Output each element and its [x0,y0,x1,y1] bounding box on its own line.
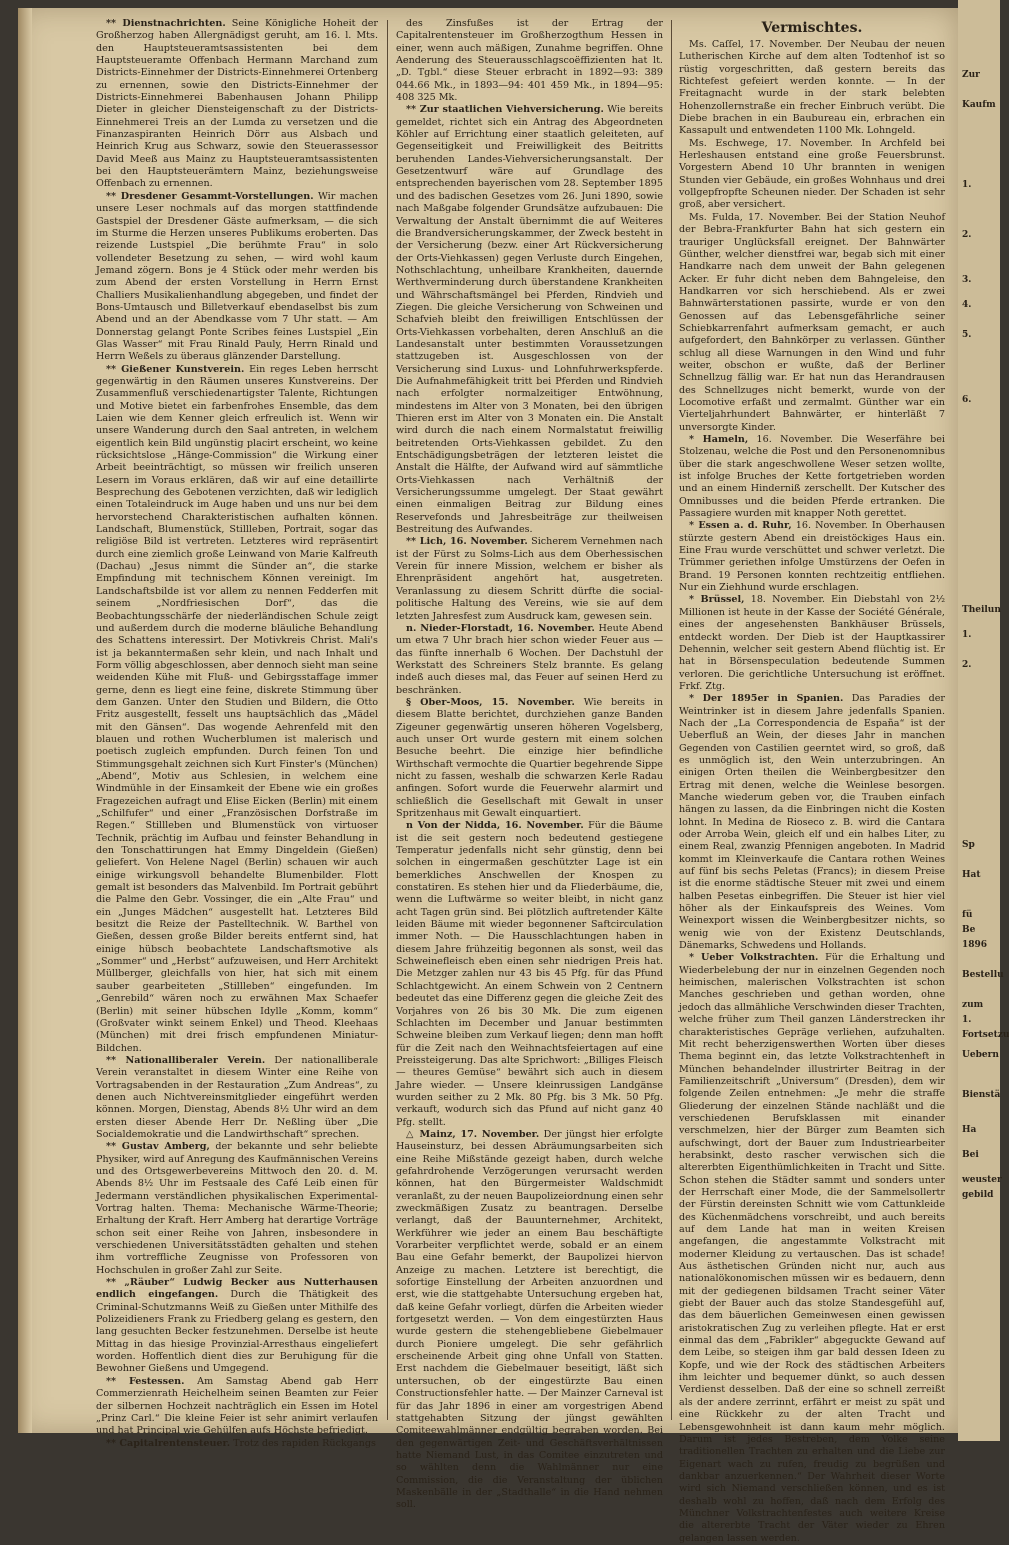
article-text: 16. November. Die Weserfähre bei Stolzenau, welche die Post und den Personenomnibus über die stark angeschwollene Weser setzen wollte, ist infolge Bruches der Kette fortgetrieben worden und an einem Hinderniß zerschellt. Der Kutscher des Omnibusses und die beiden Pferde ertranken. Die Passagiere wurden mit knapper Noth gerettet. [679,434,945,520]
next-page-fragment: Zur [962,70,980,80]
article-paragraph [96,18,378,191]
article-paragraph [679,520,945,594]
article-text: Ms. Fulda, 17. November. Bei der Station Neuhof der Bebra-Frankfurter Bahn hat sich gestern ein trauriger Unglücksfall ereignet. Der Bahnwärter Günther, welcher dienstfrei war, begab sich mit einer Handkarre nach dem unweit der Bahn gelegenen Acker. Er fuhr dicht neben dem Bahngeleise, den Handkarren vor sich herschiebend. Als er zwei Bahnwärterstationen passirte, wurde er von den Genossen auf das Lebensgefährliche seiner Schiebkarrenfahrt aufmerksam gemacht, er auch aufgefordert, den Bahnkörper zu verlassen. Günther schlug all diese Warnungen in den Wind und fuhr weiter, obschon er wußte, daß der Berliner Schnellzug fällig war. Er hat nun das Herandrausen des Schnellzuges nicht bemerkt, wurde von der Locomotive erfaßt und zermalmt. Günther war ein Vierteljahrhundert Bahnwärter, er hinterläßt 7 unversorgte Kinder. [679,211,945,433]
article-text: Am Samstag Abend gab Herr Commerzienrath Heichelheim seinen Beamten zur Feier der silbernen Hochzeit nachträglich ein Essen im Hotel „Prinz Carl.“ Die kleine Feier ist sehr animirt verlaufen und hat Principal wie Gehülfen aufs Höchste befriedigt. [96,1375,378,1437]
article-paragraph [96,191,378,364]
article-text: 18. November. Ein Diebstahl von 2½ Millionen ist heute in der Kasse der Société Générale, eines der angesehensten Bankhäuser Brüssels, entdeckt worden. Der Dieb ist der Hauptkassirer Dehennin, welcher seit gestern Abend flüchtig ist. Er hat in Börsenspeculation bedeutende Summen verloren. Die gerichtliche Untersuchung ist eröffnet. Frkf. Ztg. [679,594,945,692]
next-page-fragment: 2. [962,660,972,670]
article-text: Ein reges Leben herrscht gegenwärtig in den Räumen unseres Kunstvereins. Der Zusammenfluß verschiedenartigster Talente, Richtungen und Motive bietet ein farbenfrohes Ensemble, das dem Laien wie dem Kenner gleich erfreulich ist. Wenn wir unsere Wanderung durch den Saal antreten, in welchem eigentlich kein Bild ungünstig placirt erscheint, wo keine rücksichtslose „Hänge-Commission“ die Wirkung einer Arbeit beeinträchtigt, so müssen wir freilich unseren Lesern im Voraus erklären, daß wir auf eine detaillirte Besprechung des Gebotenen verzichten, daß wir lediglich einen Totaleindruck im Auge haben und uns nur bei dem hervorstechend Charakteristischen aufhalten können. Landschaft, Blumenstück, Stillleben, Portrait, sogar das religiöse Bild ist vertreten. Letzteres wird repräsentirt durch eine ziemlich große Leinwand von Marie Kalfreuth (Dachau) „Jesus nimmt die Sünder an“, die starke Empfindung mit technischem Können vereinigt. Im Landschaftsbilde ist vor allem zu nennen Fedderfen mit seinem „Nordfriesischen Dorf“, das die Beobachtungsschärfe der niederländischen Schule zeigt und außerdem durch die moderne bläuliche Behandlung des Schattens interessirt. Der Motivkreis Christ. Mali's ist ja bekanntermaßen sehr klein, und nach Inhalt und Form völlig abgeschlossen, aber dennoch sieht man seine weidenden Kühe mit Fluß- und Gebirgsstaffage immer gerne, denn es liegt eine feine, diskrete Stimmung über dem Ganzen. Unter den Studien und Bildern, die Otto Fritz ausgestellt, fesselt uns hauptsächlich das „Mädel mit den Gänsen“. Das wogende Aehrenfeld mit den blauen und rothen Wucherblumen ist malerisch und poetisch zugleich empfunden. Durch feinen Ton und Stimmungsgehalt zeichnen sich Kurt Finster's (München) „Abend“, Motiv aus Schlesien, in welchem eine Windmühle in der Einsamkeit der Ebene wie ein großes Fragezeichen aufragt und Elise Eicken (Berlin) mit einem „Schilfufer“ und einer „Französischen Dorfstraße im Regen.“ Stillleben und Blumenstück von virtuoser Technik, prächtig im Aufbau und feinster Behandlung in den Tonschattirungen hat Emmy Dingeldein (Gießen) geliefert. Von Helene Nagel (Berlin) schauen wir auch einige wirkungsvoll behandelte Blumenbilder. Flott gemalt ist besonders das Malvenbild. Im Portrait gebührt die Palme den Gebr. Vossinger, die ein „Alte Frau“ und ein „Junges Mädchen“ ausgestellt hat. Letzteres Bild besitzt die Reize der Pastelltechnik. W. Barthel von Gießen, dessen große Bilder bereits entfernt sind, hat einige hübsch beobachtete Landschaftsmotive als „Sommer“ und „Herbst“ aufzuweisen, und Herr Architekt Müllberger, gleichfalls von hier, hat sich mit einem sauber gearbeiteten „Stillleben“ eingefunden. Im „Genrebild“ wären noch zu erwähnen Max Schaefer (Berlin) mit seiner hübschen Idylle „Komm, komm“ (Großvater winkt seinem Enkel) und Theod. Kleehaas (München) mit drei frisch empfundenen Miniatur-Bildchen. [96,363,379,1054]
article-title: § Ober-Moos, 15. November. [406,696,575,708]
article-paragraph [96,1055,378,1141]
article-text: Seine Königliche Hoheit der Großherzog haben Allergnädigst geruht, am 16. l. Mts. den Hauptsteueramtsassistenten bei dem Hauptsteueramte Offenbach Hermann Marchand zum Districts-Einnehmer der Districts-Einnehmerei Ortenberg zu ernennen, sowie den Districts-Einnehmer der Districts-Einnehmerei Babenhausen Johann Philipp Dieter in gleicher Diensteigenschaft zu der Districts-Einnehmerei Treis an der Lumda zu versetzen und die Finanzaspiranten Heinrich Dörr aus Alsbach und Heinrich Krug aus Schwarz, sowie den Steuerassessor David Meeß aus Mainz zu Hauptsteueramtsassistenten bei den Hauptsteuerämtern Mainz, beziehungsweise Offenbach zu ernennen. [96,18,378,190]
article-paragraph [396,1129,663,1512]
article-text: Für die Erhaltung und Wiederbelebung der nur in einzelnen Gegenden noch heimischen, malerischen Volkstrachten ist schon Manches geschrieben und gethan worden, ohne jedoch das allmähliche Verschwinden dieser Trachten, welche früher zum Theil ganzen Länderstrecken ihr charakteristisches Gepräge verliehen, aufzuhalten. Mit recht beherzigenswerthen Worten über dieses Thema beginnt ein, das letzte Volkstrachtenheft in München behandelnder illustrirter Beitrag in der Familienzeitschrift „Universum“ (Dresden), dem wir folgende Zeilen entnehmen: „Je mehr die straffe Gliederung der einzelnen Stände nachläßt und die verschiedenen Berufsklassen mit einander verschmelzen, hier der Bürger zum Beamten sich aufschwingt, dort der Bauer zum Industriearbeiter herabsinkt, desto rascher verwischen sich die altererbten Eigenthümlichkeiten in Tracht und Sitte. Schon stehen die Städter sammt und sonders unter der Herrschaft einer Mode, die der Sammelsollertr der Fürstin dereinsten Schnitt wie vom Cattunkleide des Küchenmädchens vorschreibt, und auch bereits auf dem Lande hat man in weiten Kreisen angefangen, die angestammte Volkstracht mit moderner Kleidung zu vertauschen. Das ist schade! Aus ästhetischen Gründen nicht nur, auch aus nationalökonomischen müssen wir es bedauern, denn mit der gediegenen bildsamen Tracht seiner Väter giebt der Bauer auch das stolze Standesgefühl auf, das dem bäuerlichen Gemeinwesen einen gewissen aristokratischen Zug zu verleihen pflegte. Hat er erst einmal das dem „Fabrikler“ abgeguckte Gewand auf dem Leibe, so steigen ihm gar bald dessen Ideen zu Kopfe, und wie der Rock des städtischen Arbeiters ihm leichter und bequemer dünkt, so auch dessen Verdienst desselben. Daß der eine so schnell zerreißt als der andere zerrinnt, erfährt er meist zu spät und eine Rückkehr zu der alten Tracht und Lebensgewohnheit ist dann kaum mehr möglich. Darum ist jedes Bestreben, dem Volke seine traditionellen Trachten zu erhalten und die Liebe zur Eigenart wach zu rufen, freudig zu begrüßen und dankbar anzuerkennen.“ Der Wahrheit dieser Worte wird sich Niemand verschließen können, und es ist deshalb wohl zu hoffen, daß nach dem Erfolg des Münchner Volkstrachtenfestes auch weitere Kreise die altererbte Tracht der Väter wieder zu Ehren gelangen lassen werden. [679,952,945,1544]
next-page-fragment: 1896 [962,940,988,950]
article-title: * Brüssel, [689,594,745,606]
next-page-fragment: 6. [962,395,972,405]
next-page-fragment: Bienstä [962,1090,1001,1100]
article-text: Der jüngst hier erfolgte Hauseinsturz, bei dessen Abräumungsarbeiten sich eine Reihe Mißstände gezeigt haben, durch welche gefahrdrohende Verzögerungen verursacht werden können, hat den Bürgermeister Waldschmidt veranlaßt, zu der neuen Baupolizeiordnung einen sehr zweckmäßigen Zusatz zu beantragen. Derselbe verlangt, daß der Bauunternehmer, Architekt, Werkführer wie jeder an einem Bau beschäftigte Vorarbeiter verpflichtet werde, sobald er an einem Bau eine Gefahr bemerkt, der Baupolizei hiervon Anzeige zu machen. Letztere ist berechtigt, die sofortige Einstellung der Arbeiten anzuordnen und erst, wie die stattgehabte Untersuchung ergeben hat, daß keine Gefahr vorliegt, dürfen die Arbeiten wieder fortgesetzt werden. — Von dem eingestürzten Haus wurde gestern die stehengebliebene Giebelmauer durch Pioniere umgelegt. Die sehr gefährlich erscheinende Arbeit ging ohne Unfall von Statten. Erst nachdem die Giebelmauer beseitigt, läßt sich untersuchen, ob der eingestürzte Bau einen Constructionsfehler hatte. — Der Mainzer Carneval ist für das Jahr 1896 in einer am vorgestrigen Abend stattgehabten Sitzung der jüngst gewählten Comiteewahlmänner endgültig begraben worden. Bei den gegenwärtigen Zeit- und Geschäftsverhältnissen hatte Niemand Lust, in das Comitee einzutreten und so wählten denn die Wahlmänner nur eine Commission, die die Veranstaltung der üblichen Maskenbälle in der „Stadthalle“ in die Hand nehmen soll. [396,1128,663,1511]
section-heading-vermischtes: Vermischtes. [761,20,863,36]
page-gutter-shadow [18,8,32,1433]
article-title: ** Lich, 16. November. [406,536,528,548]
next-page-edge [958,0,1009,1441]
next-page-fragment: Ha [962,1125,977,1135]
article-title: △ Mainz, 17. November. [406,1128,540,1140]
article-paragraph [96,1141,378,1277]
article-title: * Essen a. d. Ruhr, [689,520,792,532]
newspaper-page [18,8,958,1544]
article-text: Wie bereits in diesem Blatte berichtet, durchziehen ganze Banden Zigeuner gegenwärtig unseren höheren Vogelsberg, auch unser Ort wurde gestern mit einem solchen Besuche beehrt. Die einzige hier befindliche Wirthschaft vermochte die Quartier begehrende Sippe nicht zu fassen, weshalb die schwarzen Kerle Radau anfingen. Sofort wurde die Feuerwehr alarmirt und schließlich die Gesellschaft mit Gewalt in unser Spritzenhaus mit Gewalt einquartiert. [396,696,664,819]
article-text: Der nationalliberale Verein veranstaltet in diesem Winter eine Reihe von Vortragsabenden in der Restauration „Zum Andreas“, zu denen auch Nichtvereinsmitglieder eingeführt werden können. Morgen, Dienstag, Abends 8½ Uhr wird an dem ersten dieser Abende Herr Dr. Neßling über „Die Socialdemokratie und die Landwirthschaft“ sprechen. [96,1054,378,1140]
article-title: * Der 1895er in Spanien. [689,693,844,705]
article-paragraph [679,952,945,1545]
next-page-fragment: Hat [962,870,981,880]
article-title: n Von der Nidda, 16. November. [406,820,584,832]
article-paragraph [96,1277,378,1376]
next-page-fragment: Sp [962,840,975,850]
next-page-fragment: 1. [962,630,972,640]
article-text: 16. November. In Oberhausen stürzte gestern Abend ein dreistöckiges Haus ein. Eine Frau wurde verschüttet und schwer verletzt. Die Trümmer geriethen infolge Umstürzens der Oefen in Brand. 19 Personen konnten rechtzeitig entfliehen. Nur ein Ziehhund wurde erschlagen. [679,520,945,594]
next-page-fragment: 2. [962,230,972,240]
column-rule-2 [671,20,672,1420]
article-title: ** „Räuber“ Ludwig Becker aus Nutterhausen endlich eingefangen. [96,1277,378,1301]
article-paragraph [396,697,663,820]
next-page-fragment: Theilun [962,605,1001,615]
article-text: Wir machen unsere Leser nochmals auf das morgen stattfindende Gastspiel der Dresdener Gäste aufmerksam, — die sich im Sturme die Herzen unseres Publikums eroberten. Das reizende Lustspiel „Die berühmte Frau“ in solo vollendeter Besetzung zu sehen, — wird wohl kaum Jemand zögern. Bons je 4 Stück oder mehr werden bis zum Abend der ersten Vorstellung in Herrn Ernst Challiers Musikalienhandlung abgegeben, und findet der Bons-Umtausch und Billetverkauf ebendaselbst bis zum Abend und an der Abendkasse vom 7 Uhr statt. — Am Donnerstag gelangt Ponte Scribes feines Lustspiel „Ein Glas Wasser“ mit Frau Rinald Pauly, Herrn Rinald und Herrn Weßels zu überaus glänzender Darstellung. [96,190,378,363]
article-title: ** Nationalliberaler Verein. [106,1054,266,1066]
article-text: Trotz des rapiden Rückgangs [233,1437,376,1449]
article-text: Wie bereits gemeldet, richtet sich ein Antrag des Abgeordneten Köhler auf Errichtung einer staatlich geleiteten, auf Gegenseitigkeit und Freiwilligkeit des Beitritts beruhenden Landes-Viehversicherungsanstalt. Der Gesetzentwurf wäre auf Grundlage des entsprechenden bayerischen vom 28. September 1895 und des badischen Gesetzes vom 26. Juni 1890, sowie nach Maßgabe folgender Grundsätze aufzubauen: Die Verwaltung der Anstalt übernimmt die auf Weiteres die Brandversicherungskammer, der Zweck besteht in der Versicherung (bezw. einer Art Rückversicherung der Orts-Viehkassen) gegen Verluste durch Eingehen, Nothschlachtung, unheilbare Krankheiten, dauernde Werthverminderung durch überstandene Krankheiten und Währschaftsmängel bei Pferden, Rindvieh und Ziegen. Die gleiche Versicherung von Schweinen und Schafvieh bleibt den freiwilligen Entschlüssen der Orts-Viehkassen vorbehalten, deren Anschluß an die Landesanstalt unter bestimmten Voraussetzungen stattzugeben ist. Ausgeschlossen von der Versicherung sind Luxus- und Lohnfuhrwerkspferde. Die Aufnahmefähigkeit tritt bei Pferden und Rindvieh nach erfolgter normalzeitiger Entwöhnung, mindestens im Alter von 3 Monaten, bei den übrigen Thieren erst im Alter von 3 Monaten ein. Die Anstalt wird durch die nach einem Normalstatut freiwillig beitretenden Orts-Viehkassen gebildet. Zu den Entschädigungsbeträgen der letzteren leistet die Anstalt die Hälfte, der Aufwand wird auf sämmtliche Orts-Viehkassen nach Verhältniß der Versicherungssumme umgelegt. Der Staat gewährt einen einmaligen Beitrag zur Bildung eines Reservefonds und Jahresbeiträge zur theilweisen Bestreitung des Aufwandes. [396,104,663,536]
next-page-fragment: 3. [962,275,972,285]
next-page-fragment: Bei [962,1150,979,1160]
article-text: Ms. Eschwege, 17. November. In Archfeld bei Herleshausen entstand eine große Feuersbrunst. Vorgestern Abend 10 Uhr brannten in wenigen Stunden vier Gebäude, ein großes Wohnhaus und drei vollgepfropfte Scheunen nieder. Der Schaden ist sehr groß, aber versichert. [679,137,945,211]
article-title: ** Capitalrentensteuer. [106,1437,231,1449]
article-text: der bekannte und sehr beliebte Physiker, wird auf Anregung des Kaufmännischen Vereins und des Ortsgewerbevereins Mittwoch den 20. d. M. Abends 8½ Uhr im Festsaale des Café Leib einen für Jedermann verständlichen physikalischen Experimental-Vortrag halten. Thema: Mechanische Wärme-Theorie; Erhaltung der Kraft. Herr Amberg hat derartige Vorträge schon seit einer Reihe von Jahren, insbesondere in verschiedenen Universitätsstädten gehalten und stehen ihm vortreffliche Zeugnisse von Professoren von Hochschulen in großer Zahl zur Seite. [96,1141,378,1276]
column-1 [96,18,379,1449]
column-rule-1 [387,20,388,1420]
article-paragraph [679,138,945,212]
next-page-fragment: 1. [962,180,972,190]
article-title: ** Gustav Amberg, [106,1141,210,1153]
article-text: Sicherem Vernehmen nach ist der Fürst zu Solms-Lich aus dem Oberhessischen Verein für innere Mission, welchem er bisher als Ehrenpräsident angehört hat, ausgetreten. Veranlassung zu diesem Schritt dürfte die social-politische Haltung des Vereins, wie sie auf dem letzten Jahresfest zum Ausdruck kam, gewesen sein. [396,536,663,622]
article-paragraph [96,1438,378,1450]
article-paragraph [679,594,945,693]
next-page-fragment: 1. [962,1015,972,1025]
article-paragraph [96,364,378,1055]
article-title: ** Dienstnachrichten. [106,18,226,29]
article-paragraph [396,820,663,1129]
next-page-fragment: 5. [962,330,972,340]
next-page-fragment: Uebern [962,1050,999,1060]
next-page-fragment: zum [962,1000,984,1010]
next-page-fragment: Be [962,925,976,935]
article-paragraph [679,693,945,952]
article-paragraph [396,18,663,104]
article-paragraph [396,536,663,622]
next-page-fragment: gebild [962,1190,994,1200]
column-2 [396,18,664,1511]
article-paragraph [679,39,945,138]
article-paragraph [679,212,945,434]
article-text: des Zinsfußes ist der Ertrag der Capitalrentensteuer im Großherzogthum Hessen in einer, wenn auch mäßigen, Zunahme begriffen. Ohne Aenderung des Steuerausschlagscoëffizienten hat lt. „D. Tgbl.“ diese Steuer erbracht in 1892—93: 389 044.66 Mk., in 1893—94: 401 459 Mk., in 1894—95: 408 325 Mk. [396,18,663,104]
next-page-fragment: Bestellu [962,970,1004,980]
article-paragraph [679,434,945,520]
article-title: * Ueber Volkstrachten. [689,952,819,964]
next-page-fragment: Fortsetzu [962,1030,1009,1040]
article-text: Durch die Thätigkeit des Criminal-Schutzmanns Weiß zu Gießen unter Mithilfe des Polizeidieners Frank zu Friedberg gelang es gestern, den lang gesuchten Becker festzunehmen. Derselbe ist heute Mittag in das hiesige Provinzial-Arresthaus eingeliefert worden. Hoffentlich dient dies zur Beruhigung für die Bewohner Gießens und Umgegend. [96,1289,378,1375]
article-text: Ms. Caſſel, 17. November. Der Neubau der neuen Lutherischen Kirche auf dem alten Todtenhof ist so rüstig vorgeschritten, daß gestern bereits das Richtefest gefeiert werden konnte. — In der Freitagnacht wurde in der stark belebten Hohenzollernstraße ein frecher Einbruch verübt. Die Diebe brachen in ein Baubureau ein, erbrachen ein Kassapult und entwendeten 1100 Mk. Lohngeld. [679,39,945,137]
article-text: Das Paradies der Weintrinker ist in diesem Jahre jedenfalls Spanien. Nach der „La Correspondencia de España“ ist der Ueberfluß an Wein, der dieses Jahr in manchen Gegenden von Castilien geerntet wird, so groß, daß es unmöglich ist, den Wein unterzubringen. An einigen Orten theilen die Weinbergbesitzer den Ertrag mit denen, welche die Weinlese besorgen. Manche wiederum geben vor, die Trauben einfach hängen zu lassen, da die Einbringen nicht die Kosten lohnt. In Medina de Rioseco z. B. wird die Cantara oder Arroba Wein, gleich elf und ein halbes Liter, zu einem Real, zwanzig Pfennigen angeboten. In Madrid kommt im Kleinverkaufe die Cantara rothen Weines auf fünf bis sechs Peletas (Francs); in diesem Preise ist die enorme städtische Steuer mit zwei und einem halben Pesetas einbegriffen. Die Steuer ist hier viel höher als der Einkaufspreis des Weines. Vom Weinexport wissen die Weinbergbesitzer nichts, so wenig wie von der Existenz Deutschlands, Dänemarks, Schwedens und Hollands. [679,693,945,952]
article-paragraph [396,104,663,536]
article-title: ** Festessen. [106,1375,185,1387]
next-page-fragment: Kaufm [962,100,996,110]
article-text: Heute Abend um etwa 7 Uhr brach hier schon wieder Feuer aus — das fünfte innerhalb 6 Wochen. Der Dachstuhl der Werkstatt des Schreiners Stelz brannte. Es gelang indeß auch dieses mal, das Feuer auf seinen Herd zu beschränken. [396,622,664,696]
article-paragraph [96,1376,378,1438]
article-text: Für die Bäume ist die seit gestern noch bedeutend gestiegene Temperatur jedenfalls nicht sehr günstig, denn bei solchen in eingermaßen geschützter Lage ist ein bemerkliches Anschwellen der Knospen zu constatiren. Es stehen hier und da Fliederbäume, die, wenn die Luftwärme so weiter bleibt, in nicht ganz acht Tagen grün sind. Bei plötzlich auftretender Kälte leiden Bäume mit wieder begonnener Saftcirculation immer Noth. — Die Hausschlachtungen haben in diesem Jahre frühzeitig begonnen als sonst, weil das Schweinefleisch eben einen sehr niedrigen Preis hat. Die Metzger zahlen nur 43 bis 45 Pfg. für das Pfund Schlachtgewicht. An einem Schwein von 2 Centnern bedeutet das eine Differenz gegen die gleiche Zeit des Vorjahres von 26 bis 30 Mk. Die zum eigenen Schlachten im December und Januar bestimmten Schweine bleiben zum Verkauf liegen; denn man hofft für die Zeit nach den Weihnachtsfeiertagen auf eine Preissteigerung. Das alte Sprichwort: „Billiges Fleisch — theures Gemüse“ bewährt sich auch in diesem Jahre wieder. — Unsere kleinrussigen Landgänse wurden seither zu 2 Mk. 80 Pfg. bis 3 Mk. 50 Pfg. verkauft, wodurch sich das Pfund auf nicht ganz 40 Pfg. stellt. [396,820,663,1128]
next-page-fragment: 4. [962,300,972,310]
article-title: * Hameln, [689,434,749,445]
next-page-fragment: fü [962,910,973,920]
article-paragraph [396,623,663,697]
next-page-fragment: weuster [962,1175,1002,1185]
article-title: ** Zur staatlichen Viehversicherung. [406,104,604,116]
column-3 [679,18,945,1544]
article-title: ** Gießener Kunstverein. [106,363,245,375]
article-title: n. Nieder-Florstadt, 16. November. [406,622,595,634]
article-title: ** Dresdener Gesammt-Vorstellungen. [106,190,314,202]
